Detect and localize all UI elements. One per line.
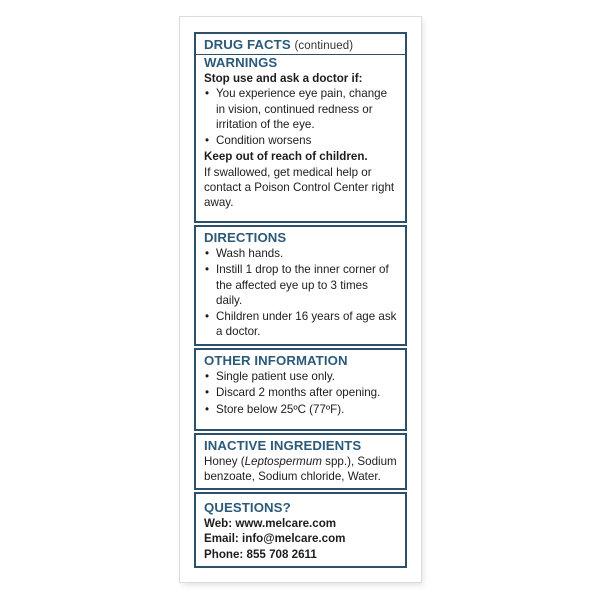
web-contact: Web: www.melcare.com bbox=[204, 517, 337, 530]
drug-facts-title bbox=[204, 37, 397, 54]
ingredients-species: Leptospermum bbox=[244, 455, 322, 468]
bullet-icon: • bbox=[205, 247, 210, 260]
drug-facts-heading: DRUG FACTS bbox=[204, 37, 291, 52]
ingredients-text-end: spp.), Sodium benzoate, Sodium chloride, Water. bbox=[204, 455, 397, 484]
bullet-icon: • bbox=[205, 370, 210, 383]
list-item-text: Store below 25ºC (77ºF). bbox=[216, 402, 345, 416]
list-item bbox=[204, 402, 397, 417]
phone-contact: Phone: 855 708 2611 bbox=[204, 547, 317, 561]
directions-list bbox=[204, 246, 397, 340]
bullet-icon: • bbox=[205, 263, 210, 277]
list-item bbox=[204, 262, 397, 308]
list-item-text: Instill 1 drop to the inner corner of the affected eye up to 3 times daily. bbox=[216, 263, 389, 307]
inactive-ingredients-text bbox=[204, 454, 397, 485]
directions-heading: DIRECTIONS bbox=[204, 230, 287, 245]
list-item bbox=[204, 309, 397, 340]
bullet-icon: • bbox=[205, 386, 210, 400]
warnings-heading: WARNINGS bbox=[204, 55, 278, 70]
keep-out-heading: Keep out of reach of children. bbox=[204, 150, 368, 164]
warnings-panel bbox=[194, 32, 407, 223]
list-item-text: Single patient use only. bbox=[216, 370, 336, 383]
other-information-heading: OTHER INFORMATION bbox=[204, 353, 348, 368]
inactive-ingredients-heading: INACTIVE INGREDIENTS bbox=[204, 438, 362, 453]
questions-heading: QUESTIONS? bbox=[204, 500, 291, 515]
list-item-text: You experience eye pain, change in vision, continued redness or irritation of the eye. bbox=[216, 87, 388, 131]
warnings-list bbox=[204, 86, 397, 148]
list-item-text: Wash hands. bbox=[216, 247, 284, 260]
bullet-icon: • bbox=[205, 402, 210, 416]
stop-use-heading: Stop use and ask a doctor if: bbox=[204, 72, 363, 85]
bullet-icon: • bbox=[205, 134, 210, 148]
list-item bbox=[204, 133, 397, 148]
list-item bbox=[204, 246, 397, 261]
other-information-list bbox=[204, 369, 397, 417]
list-item bbox=[204, 385, 397, 400]
email-contact: Email: info@melcare.com bbox=[204, 532, 346, 546]
list-item-text: Children under 16 years of age ask a doctor. bbox=[216, 310, 397, 339]
ingredients-text-start: Honey ( bbox=[204, 455, 245, 468]
bullet-icon: • bbox=[205, 310, 210, 324]
list-item-text: Condition worsens bbox=[216, 134, 312, 148]
directions-panel bbox=[194, 225, 407, 346]
list-item bbox=[204, 86, 397, 132]
inactive-ingredients-panel bbox=[194, 433, 407, 490]
other-information-panel bbox=[194, 348, 407, 431]
bullet-icon: • bbox=[205, 87, 210, 101]
list-item bbox=[204, 369, 397, 384]
questions-panel bbox=[194, 492, 407, 568]
swallowed-text: If swallowed, get medical help or contact a Poison Control Center right away. bbox=[204, 165, 395, 210]
list-item-text: Discard 2 months after opening. bbox=[216, 386, 381, 400]
continued-note: (continued) bbox=[294, 40, 354, 52]
